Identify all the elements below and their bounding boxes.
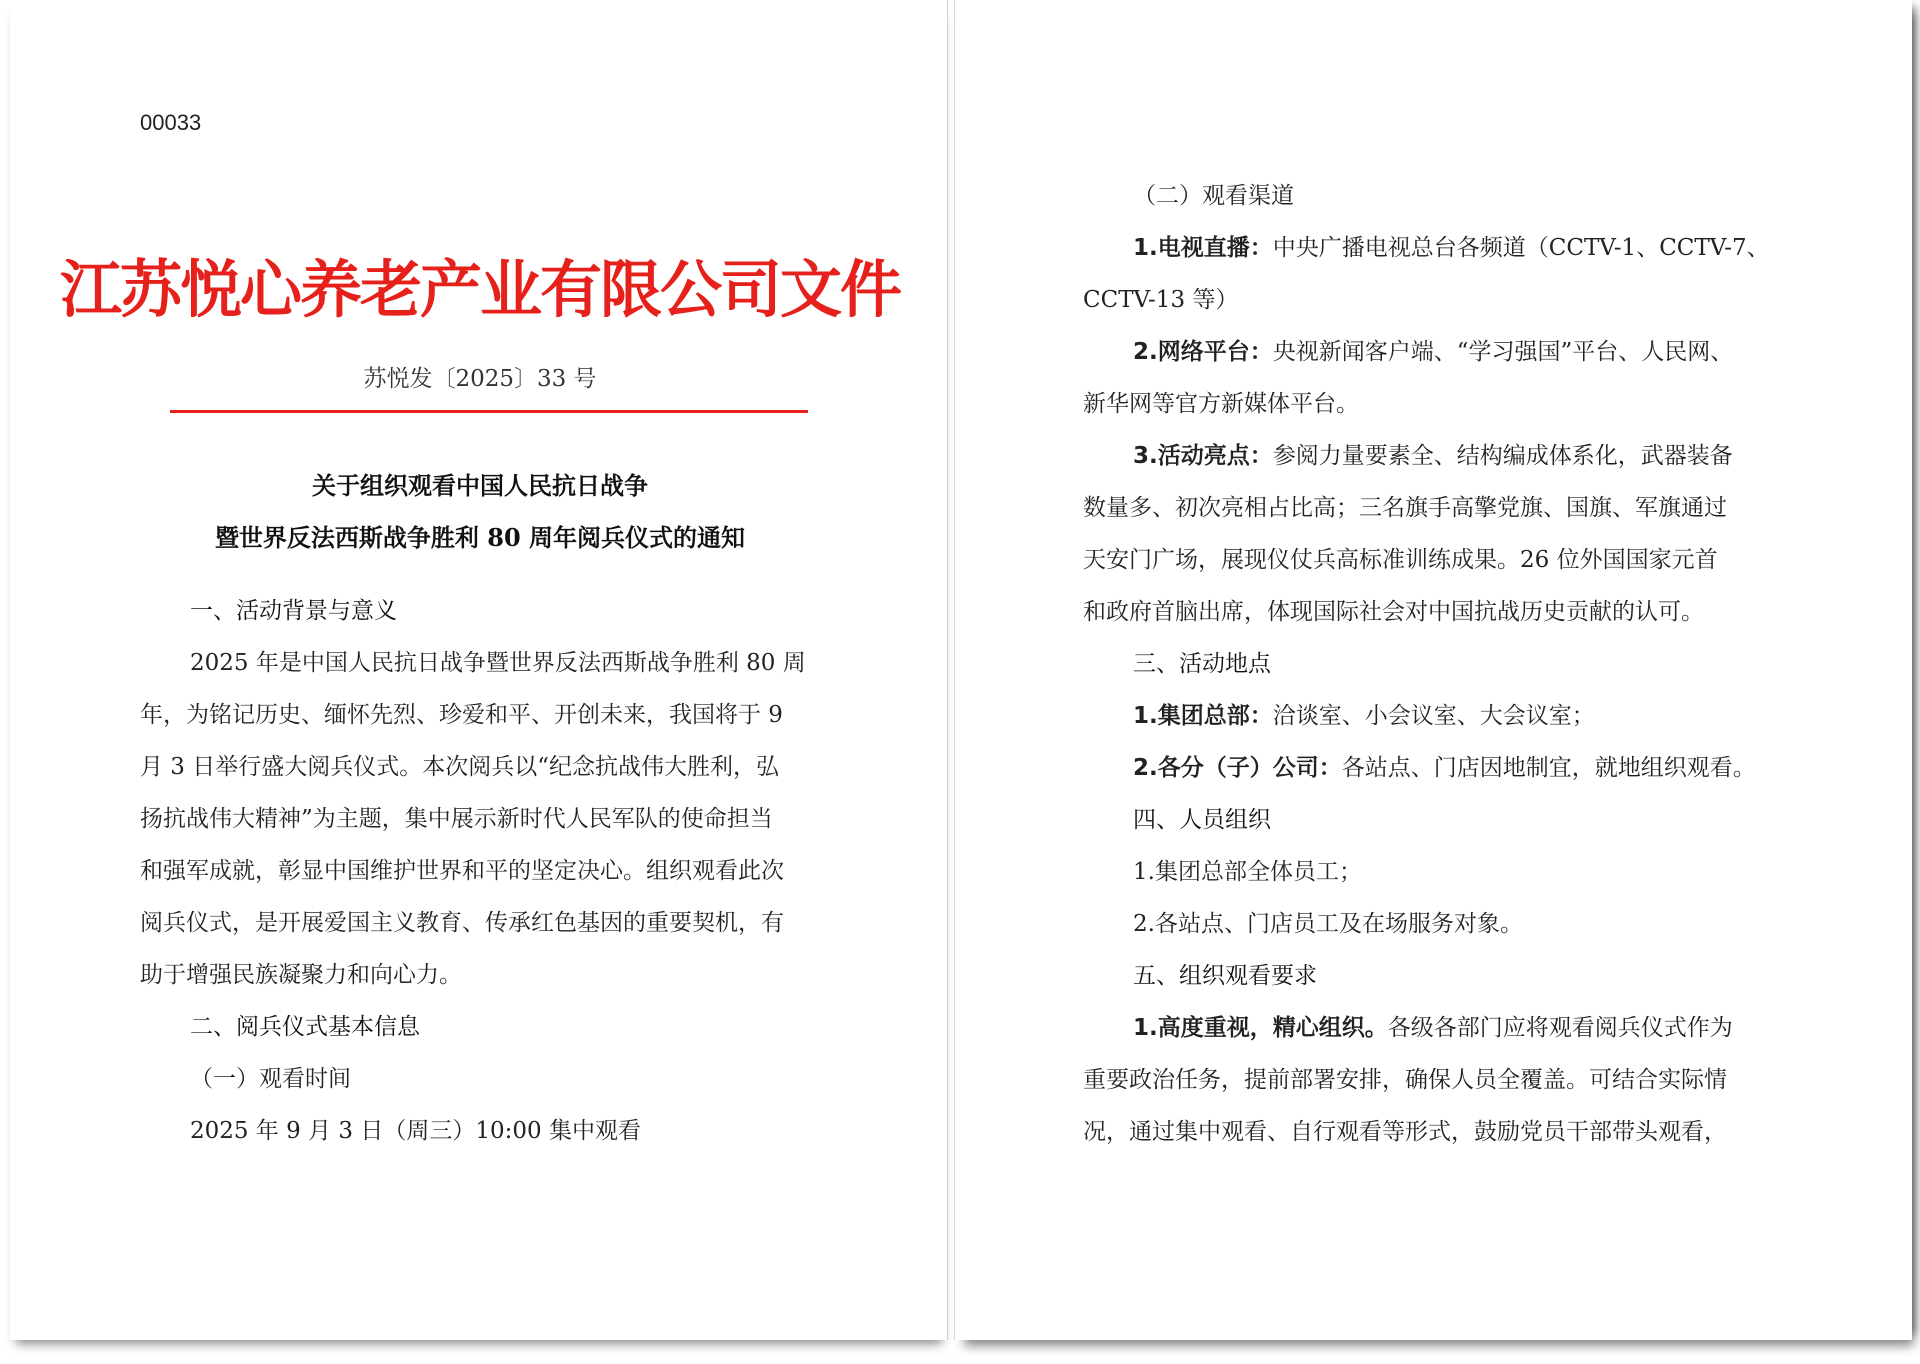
- item-tv-broadcast: [1083, 222, 1803, 274]
- location-branches-label: 2.各分（子）公司：: [1133, 755, 1342, 781]
- section-1-heading: 一、活动背景与意义: [190, 598, 397, 624]
- section-3-heading: 三、活动地点: [1133, 651, 1271, 677]
- section-1-paragraph: [140, 637, 840, 1001]
- red-header-divider: [170, 410, 808, 413]
- paragraph-line: 阅兵仪式，是开展爱国主义教育、传承红色基因的重要契机，有: [140, 910, 784, 936]
- paragraph-line: 扬抗战伟大精神”为主题，集中展示新时代人民军队的使命担当: [140, 806, 773, 832]
- organization-header-title: 江苏悦心养老产业有限公司文件: [59, 253, 900, 326]
- item-highlights-label: 3.活动亮点：: [1133, 443, 1273, 469]
- item-tv-broadcast-label: 1.电视直播：: [1133, 235, 1273, 261]
- requirement-1-label: 1.高度重视，精心组织。: [1133, 1015, 1388, 1041]
- item-tv-broadcast-text: 中央广播电视总台各频道（CCTV-1、CCTV-7、: [1272, 235, 1770, 261]
- section-4-heading: 四、人员组织: [1133, 807, 1271, 833]
- subsection-watch-channels-heading: （二）观看渠道: [1133, 183, 1294, 209]
- requirement-1-cont: 况，通过集中观看、自行观看等形式，鼓励党员干部带头观看，: [1083, 1119, 1727, 1145]
- item-online-platform-text: 央视新闻客户端、“学习强国”平台、人民网、: [1272, 339, 1734, 365]
- notice-title: [10, 460, 950, 564]
- item-tv-broadcast-cont: CCTV-13 等）: [1083, 287, 1239, 313]
- paragraph-line: 年，为铭记历史、缅怀先烈、珍爱和平、开创未来，我国将于 9: [140, 702, 783, 728]
- paragraph-line: 月 3 日举行盛大阅兵仪式。本次阅兵以“纪念抗战伟大胜利，弘: [140, 754, 780, 780]
- watch-time-text: 2025 年 9 月 3 日（周三）10:00 集中观看: [190, 1118, 641, 1144]
- item-highlights: [1083, 430, 1803, 482]
- item-highlights-cont: 数量多、初次亮相占比高；三名旗手高擎党旗、国旗、军旗通过: [1083, 495, 1727, 521]
- paragraph-line: 2025 年是中国人民抗日战争暨世界反法西斯战争胜利 80 周: [190, 650, 806, 676]
- right-page: [954, 0, 1912, 1340]
- left-body: [140, 585, 840, 1157]
- location-headquarters: [1083, 690, 1803, 742]
- section-5-heading: 五、组织观看要求: [1133, 963, 1317, 989]
- location-branches-text: 各站点、门店因地制宜，就地组织观看。: [1341, 755, 1756, 781]
- item-highlights-cont: 和政府首脑出席，体现国际社会对中国抗战历史贡献的认可。: [1083, 599, 1704, 625]
- item-online-platform: [1083, 326, 1803, 378]
- people-item-2: 2.各站点、门店员工及在场服务对象。: [1133, 911, 1523, 937]
- subsection-watch-time-heading: （一）观看时间: [190, 1066, 351, 1092]
- right-body: [1083, 170, 1803, 1158]
- requirement-1: [1083, 1002, 1803, 1054]
- people-item-1: 1.集团总部全体员工；: [1133, 859, 1362, 885]
- location-headquarters-label: 1.集团总部：: [1133, 703, 1273, 729]
- item-highlights-text: 参阅力量要素全、结构编成体系化，武器装备: [1272, 443, 1733, 469]
- item-online-platform-label: 2.网络平台：: [1133, 339, 1273, 365]
- paragraph-line: 助于增强民族凝聚力和向心力。: [140, 962, 462, 988]
- paragraph-line: 和强军成就，彰显中国维护世界和平的坚定决心。组织观看此次: [140, 858, 784, 884]
- location-branches: [1083, 742, 1803, 794]
- requirement-1-cont: 重要政治任务，提前部署安排，确保人员全覆盖。可结合实际情: [1083, 1067, 1727, 1093]
- document-reference-number: 苏悦发〔2025〕33 号: [363, 366, 597, 392]
- item-online-platform-cont: 新华网等官方新媒体平台。: [1083, 391, 1359, 417]
- requirement-1-text: 各级各部门应将观看阅兵仪式作为: [1387, 1015, 1733, 1041]
- document-serial-number: 00033: [140, 110, 202, 135]
- item-highlights-cont: 天安门广场，展现仪仗兵高标准训练成果。26 位外国国家元首: [1083, 547, 1718, 573]
- notice-title-line-1: 关于组织观看中国人民抗日战争: [312, 471, 648, 500]
- location-headquarters-text: 洽谈室、小会议室、大会议室；: [1272, 703, 1595, 729]
- section-2-heading: 二、阅兵仪式基本信息: [190, 1014, 420, 1040]
- left-page: [10, 0, 948, 1340]
- notice-title-line-2: 暨世界反法西斯战争胜利 80 周年阅兵仪式的通知: [214, 523, 746, 552]
